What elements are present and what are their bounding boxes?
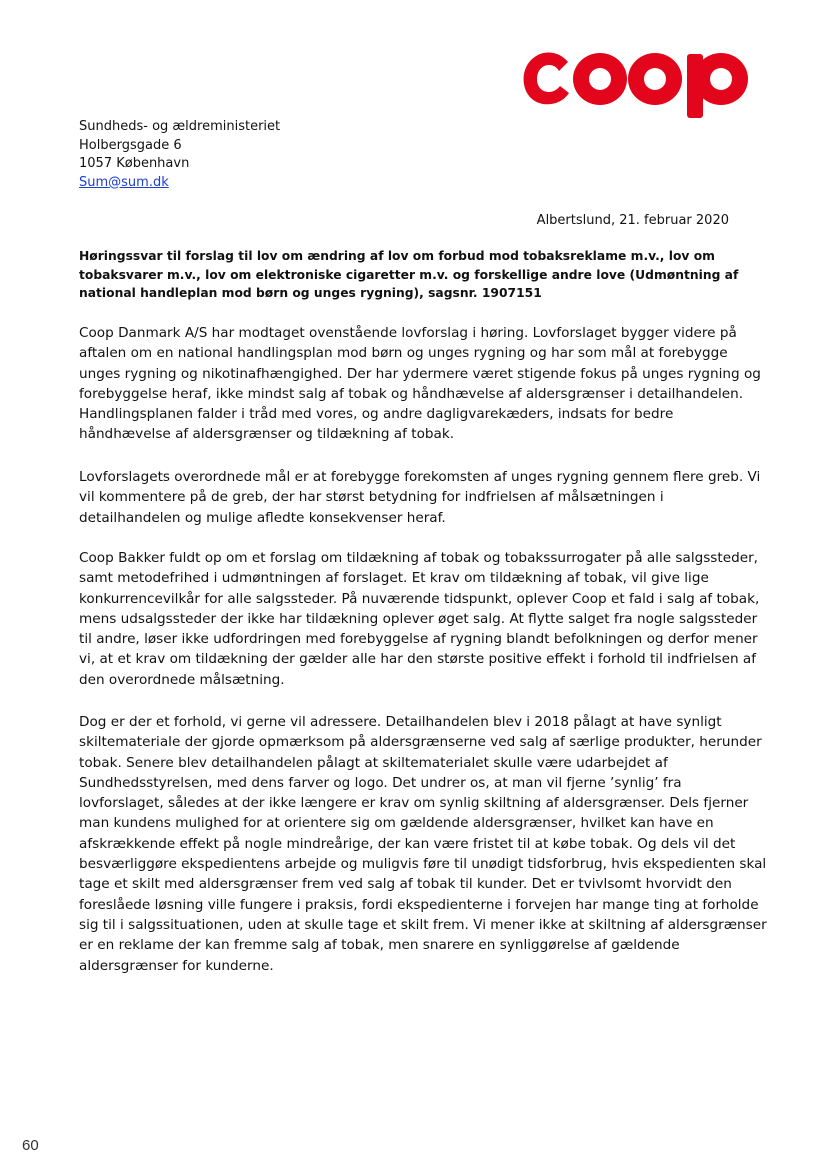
body-paragraph: Coop Danmark A/S har modtaget ovenstående lovforslag i høring. Lovforslaget bygger videre på aftalen om en national handlingsplan mod børn og unges rygning og har som mål at forebygge unges rygning og nikotinafhængighed. Der har ydermere været stigende fokus på unges rygning og forebyggelse heraf, ikke mindst salg af tobak og håndhævelse af aldersgrænser i detailhandelen. Handlingsplanen falder i tråd med vores, og andre dagligvarekæders, indsats for bedre håndhævelse af aldersgrænser og tildækning af tobak. — [79, 325, 761, 443]
recipient-city: 1057 København — [79, 156, 190, 171]
recipient-address — [79, 118, 280, 192]
recipient-street: Holbergsgade 6 — [79, 137, 182, 153]
page-number: 60 — [22, 1137, 39, 1154]
body-paragraph: Coop Bakker fuldt op om et forslag om tildækning af tobak og tobakssurrogater på alle salgssteder, samt metodefrihed i udmøntningen af forslaget. Et krav om tildækning af tobak, vil give lige konkurrencevilkår for alle salgssteder. På nuværende tidspunkt, oplever Coop et fald i salg af tobak, mens udsalgssteder der ikke har tildækning oplever øget salg. At flytte salget fra nogle salgssteder til andre, løser ikke udfordringen med forebyggelse af rygning blandt befolkningen og derfor mener vi, at et krav om tildækning der gælder alle har den største positive effekt i forhold til indfrielsen af den overordnede målsætning. — [79, 550, 760, 688]
body-paragraph: Dog er der et forhold, vi gerne vil adressere. Detailhandelen blev i 2018 pålagt at have synligt skiltemateriale der gjorde opmærksom på aldersgrænserne ved salg af særlige produkter, herunder tobak. Senere blev detailhandelen pålagt at skiltematerialet skulle være udarbejdet af Sundhedsstyrelsen, med dens farver og logo. Det undrer os, at man vil fjerne ’synlig’ fra lovforslaget, således at der ikke længere er krav om synlig skiltning af aldersgrænser. Dels fjerner man kundens mulighed for at orientere sig om gældende aldersgrænser, hvilket kan have en afskrækkende effekt på nogle mindreårige, der kan være fristet til at købe tobak. Og dels vil det besværliggøre ekspedientens arbejde og muligvis føre til unødigt tidsforbrug, hvis ekspedienten skal tage et skilt med aldersgrænser frem ved salg af tobak til kunder. Det er tvivlsomt hvorvidt den foreslåede løsning ville fungere i praksis, fordi ekspedienterne i forvejen har mange ting at forholde sig til i salgssituationen, uden at skulle tage et skilt frem. Vi mener ikke at skiltning af aldersgrænser er en reklame der kan fremme salg af tobak, men snarere en synliggørelse af gældende aldersgrænser for kunderne. — [79, 714, 767, 974]
recipient-email-link[interactable]: Sum@sum.dk — [79, 174, 169, 190]
letter-date: Albertslund, 21. februar 2020 — [536, 213, 729, 228]
recipient-name: Sundheds- og ældreministeriet — [79, 119, 281, 134]
body-paragraph: Lovforslagets overordnede mål er at forebygge forekomsten af unges rygning gennem flere greb. Vi vil kommentere på de greb, der har størst betydning for indfrielsen af målsætningen i detailhandelen og mulige afledte konsekvenser heraf. — [79, 469, 761, 526]
letter-subject: Høringssvar til forslag til lov om ændring af lov om forbud mod tobaksreklame m.v., lov om tobaksvarer m.v., lov om elektroniske cigaretter m.v. og forskellige andre love (Udmøntning af national handleplan mod børn og unges rygning), sagsnr. 1907151 — [79, 249, 739, 300]
coop-logo — [520, 46, 750, 118]
